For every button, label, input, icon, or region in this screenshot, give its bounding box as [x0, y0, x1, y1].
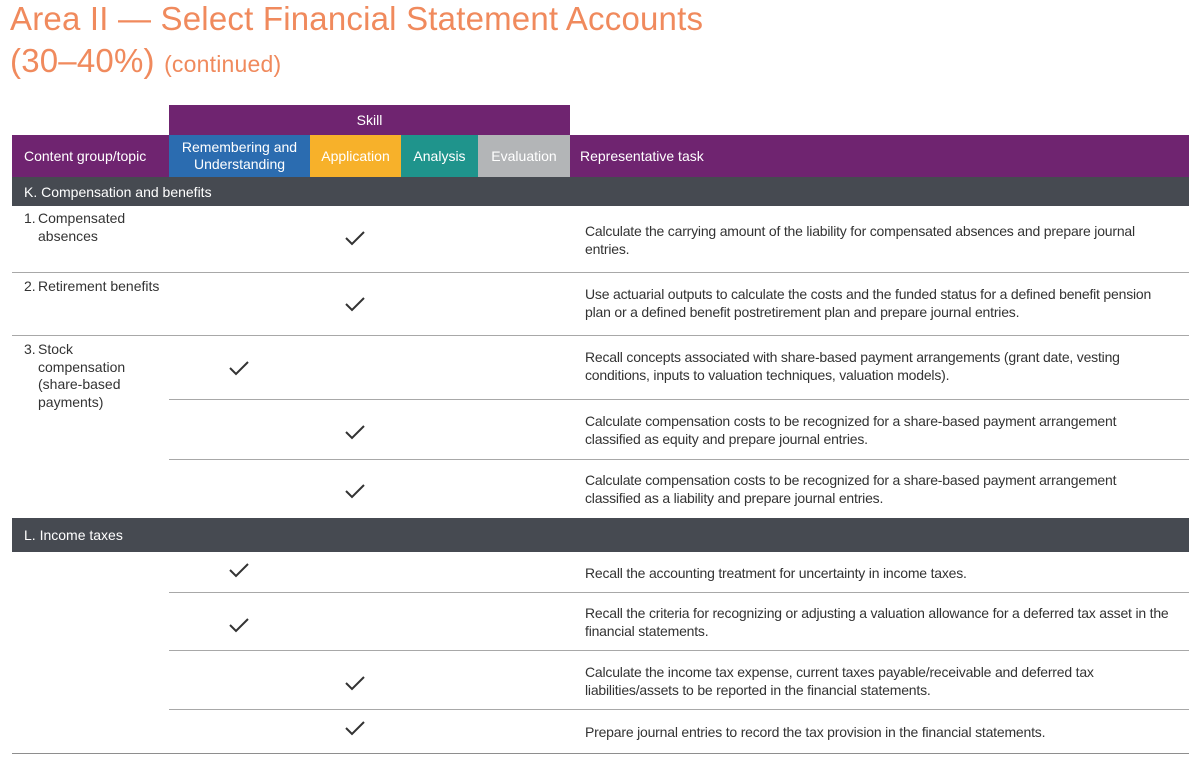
- check-icon: [344, 296, 366, 312]
- task-5: Calculate compensation costs to be recognized for a share-based payment arrangement classified as a liability and prepare journal entries.: [585, 472, 1117, 506]
- section-k-header: K. Compensation and benefits: [12, 177, 1189, 206]
- task-9: Prepare journal entries to record the tax provision in the financial statements.: [585, 724, 1046, 740]
- header-analysis: Analysis: [401, 135, 478, 177]
- topic-label: Retirement benefits: [38, 278, 160, 294]
- title-continued: (continued): [164, 51, 282, 77]
- header-application: Application: [310, 135, 401, 177]
- check-icon: [228, 360, 250, 376]
- topic-label: Stock compensation (share-based payments): [38, 341, 126, 410]
- topic-number: 2.: [24, 278, 36, 294]
- task-3: Recall concepts associated with share-based payment arrangements (grant date, vesting conditions, inputs to valuation techniques, valuation models).: [585, 349, 1120, 383]
- section-l-header: L. Income taxes: [12, 518, 1189, 552]
- row-divider: [169, 399, 1189, 400]
- task-4: Calculate compensation costs to be recognized for a share-based payment arrangement classified as equity and prepare journal entries.: [585, 413, 1117, 447]
- check-icon: [344, 483, 366, 499]
- task-2: Use actuarial outputs to calculate the costs and the funded status for a defined benefit pension plan or a defined benefit postretirement plan and prepare journal entries.: [585, 286, 1152, 320]
- header-remembering: Remembering and Understanding: [169, 135, 310, 177]
- topic-number: 3.: [24, 341, 36, 357]
- header-evaluation: Evaluation: [478, 135, 570, 177]
- page-title: [10, 0, 703, 85]
- check-icon: [344, 424, 366, 440]
- check-icon: [228, 617, 250, 633]
- topic-number: 1.: [24, 210, 36, 226]
- task-7: Recall the criteria for recognizing or adjusting a valuation allowance for a deferred tax asset in the financial statements.: [585, 605, 1169, 639]
- row-divider: [169, 459, 1189, 460]
- title-line1: Area II — Select Financial Statement Accounts: [10, 0, 704, 37]
- topic-label: Compensated absences: [38, 210, 126, 244]
- row-divider: [12, 272, 1189, 273]
- header-representative-task: Representative task: [580, 148, 704, 164]
- check-icon: [228, 562, 250, 578]
- task-1: Calculate the carrying amount of the liability for compensated absences and prepare journal entries.: [585, 223, 1135, 257]
- title-percent: (30–40%): [10, 42, 155, 79]
- header-content-group: Content group/topic: [24, 148, 147, 164]
- check-icon: [344, 230, 366, 246]
- table-bottom-border: [12, 753, 1189, 754]
- topic-compensated-absences: [24, 210, 164, 245]
- topic-stock-compensation: [24, 341, 164, 411]
- row-divider: [12, 335, 1189, 336]
- check-icon: [344, 675, 366, 691]
- task-6: Recall the accounting treatment for uncertainty in income taxes.: [585, 565, 967, 581]
- row-divider: [169, 592, 1189, 593]
- row-divider: [169, 709, 1189, 710]
- topic-retirement-benefits: [24, 278, 164, 296]
- skill-header: Skill: [169, 105, 570, 135]
- check-icon: [344, 720, 366, 736]
- task-8: Calculate the income tax expense, current taxes payable/receivable and deferred tax liabilities/assets to be reported in the financial statements.: [585, 664, 1094, 698]
- row-divider: [169, 650, 1189, 651]
